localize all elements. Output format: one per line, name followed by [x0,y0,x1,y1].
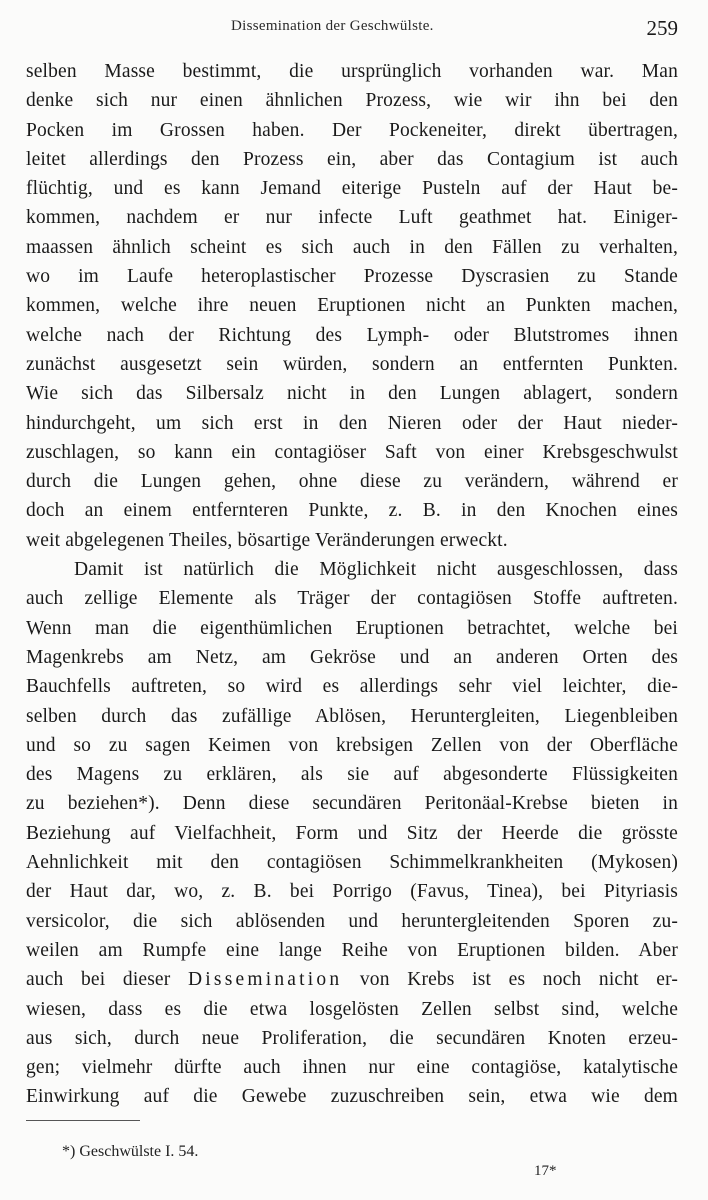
footnote-rule [26,1120,140,1121]
footnote: *) Geschwülste I. 54. [62,1143,199,1160]
text-line: doch an einem entfernteren Punkte, z. B. in den Knochen eines [26,500,678,522]
text-line: Einwirkung auf die Gewebe zuzuschreiben sein, etwa wie dem [26,1086,678,1108]
text-line: maassen ähnlich scheint es sich auch in den Fällen zu verhalten, [26,236,678,258]
text-line: Bauchfells auftreten, so wird es allerdings sehr viel leichter, die- [26,676,678,698]
text-line: selben Masse bestimmt, die ursprünglich vorhanden war. Man [26,61,678,82]
text-line: aus sich, durch neue Proliferation, die secundären Knoten erzeu- [26,1027,678,1049]
text-line: kommen, nachdem er nur infecte Luft geathmet hat. Einiger- [26,207,678,229]
text-line: der Haut dar, wo, z. B. bei Porrigo (Favus, Tinea), bei Pityriasis [26,881,678,903]
text-fragment: auch bei dieser [26,969,171,991]
text-fragment: von Krebs ist es noch nicht er- [359,969,678,991]
text-line: Wenn man die eigenthümlichen Eruptionen betrachtet, welche bei [26,617,678,639]
text-line: kommen, welche ihre neuen Eruptionen nicht an Punkten machen, [26,295,678,317]
text-line: flüchtig, und es kann Jemand eiterige Pusteln auf der Haut be- [26,178,678,200]
text-line: wiesen, dass es die etwa losgelösten Zellen selbst sind, welche [26,998,678,1020]
paragraph-start-line: Damit ist natürlich die Möglichkeit nicht ausgeschlossen, dass [74,559,678,581]
text-line: versicolor, die sich ablösenden und heruntergleitenden Sporen zu- [26,910,678,932]
text-line: Wie sich das Silbersalz nicht in den Lungen ablagert, sondern [26,383,678,405]
text-line: selben durch das zufällige Ablösen, Heruntergleiten, Liegenbleiben [26,705,678,727]
text-line: auch zellige Elemente als Träger der contagiösen Stoffe auftreten. [26,588,678,610]
text-line: welche nach der Richtung des Lymph- oder Blutstromes ihnen [26,324,678,346]
text-line: denke sich nur einen ähnlichen Prozess, wie wir ihn bei den [26,90,678,112]
paragraph-end-line: weit abgelegenen Theiles, bösartige Veränderungen erweckt. [26,529,508,551]
page-number: 259 [646,16,678,40]
text-line: zuschlagen, so kann ein contagiöser Saft von einer Krebsgeschwulst [26,441,678,463]
page-header [26,14,680,42]
spaced-term: Dissemination [188,969,343,991]
text-line: leitet allerdings den Prozess ein, aber das Contagium ist auch [26,148,678,170]
text-line: Aehnlichkeit mit den contagiösen Schimmelkrankheiten (Mykosen) [26,852,678,874]
running-head: Dissemination der Geschwülste. [231,18,434,34]
text-line: wo im Laufe heteroplastischer Prozesse Dyscrasien zu Stande [26,266,678,288]
text-line: und so zu sagen Keimen von krebsigen Zellen von der Oberfläche [26,734,678,756]
text-line: zunächst ausgesetzt sein würden, sondern an entfernten Punkten. [26,353,678,375]
text-line: durch die Lungen gehen, ohne diese zu verändern, während er [26,471,678,493]
text-line-with-spaced-term [26,965,678,994]
body-text [26,57,678,1112]
text-line: gen; vielmehr dürfte auch ihnen nur eine contagiöse, katalytische [26,1057,678,1079]
text-line: Pocken im Grossen haben. Der Pockeneiter, direkt übertragen, [26,119,678,141]
signature-mark: 17* [534,1163,557,1179]
text-line: weilen am Rumpfe eine lange Reihe von Eruptionen bilden. Aber [26,939,678,961]
text-line: zu beziehen*). Denn diese secundären Peritonäal-Krebse bieten in [26,793,678,815]
text-line: Magenkrebs am Netz, am Gekröse und an anderen Orten des [26,646,678,668]
text-line: des Magens zu erklären, als sie auf abgesonderte Flüssigkeiten [26,764,678,786]
text-line: hindurchgeht, um sich erst in den Nieren oder der Haut nieder- [26,412,678,434]
text-line: Beziehung auf Vielfachheit, Form und Sitz der Heerde die grösste [26,822,678,844]
